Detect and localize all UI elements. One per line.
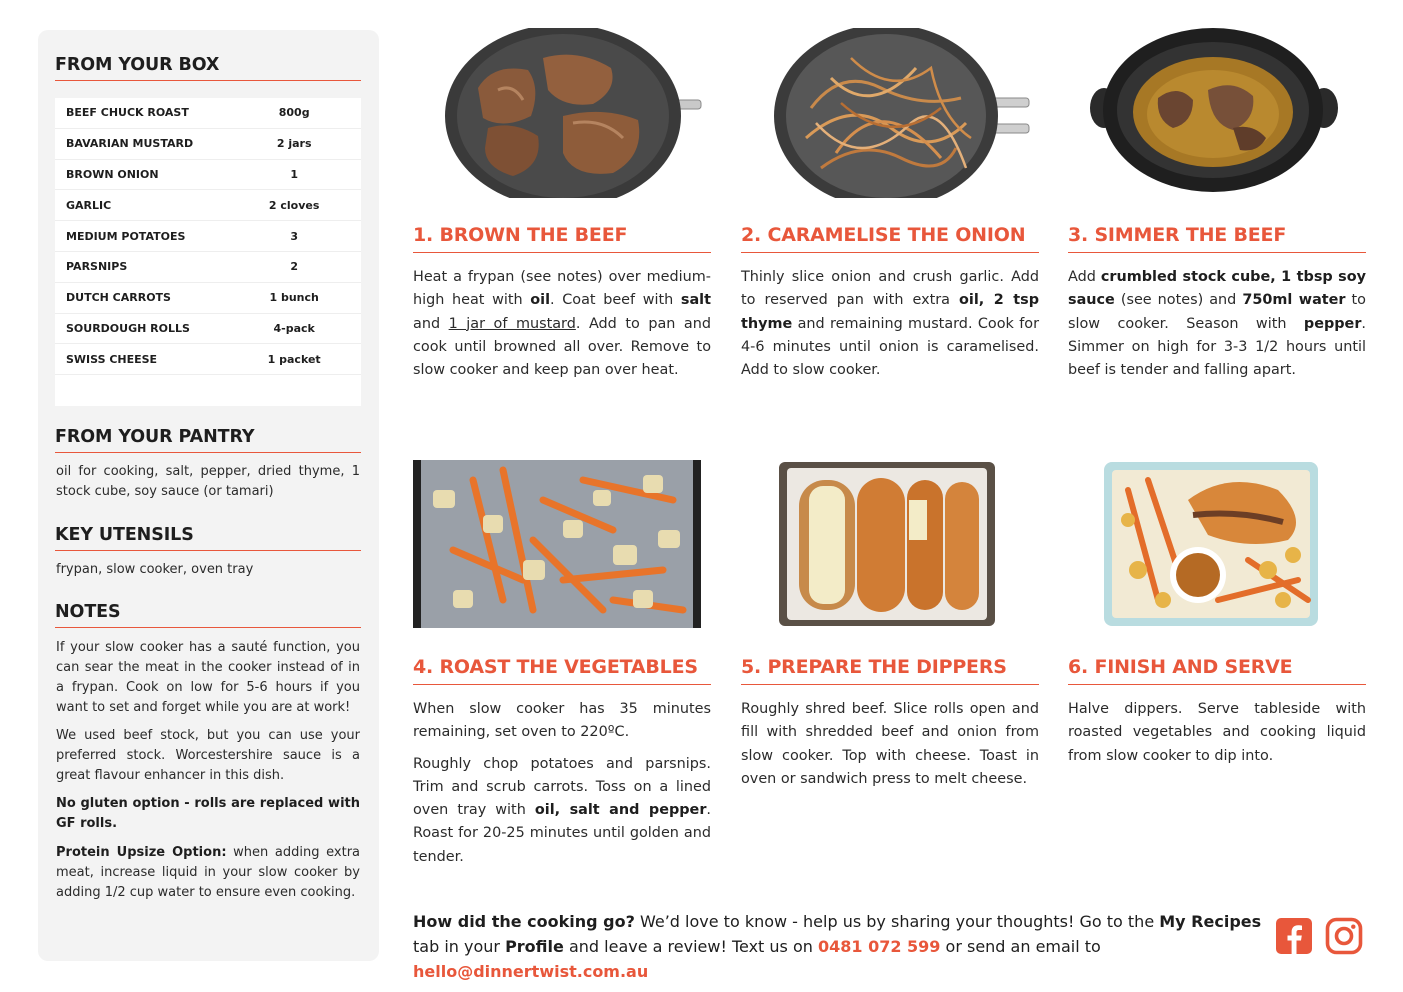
text-run: Thinly slice onion and crush garlic. Add to reserved pan with extra — [741, 269, 1039, 309]
ingredient-qty: 1 packet — [267, 352, 321, 366]
ingredient-qty: 4-pack — [273, 321, 315, 335]
ingredient-qty: 1 — [290, 167, 298, 181]
text-bold: oil, 2 tsp thyme — [741, 292, 1039, 332]
ingredient-qty: 800g — [278, 106, 310, 120]
ingredient-name: SWISS CHEESE — [66, 352, 158, 366]
ingredient-name: DUTCH CARROTS — [66, 291, 171, 305]
text-run: to slow cooker. Season with — [1068, 292, 1366, 332]
step-1 — [413, 28, 711, 388]
my-recipes-label: My Recipes — [1159, 912, 1262, 931]
ingredient-name: BEEF CHUCK ROAST — [66, 106, 189, 120]
profile-label: Profile — [505, 937, 564, 956]
step-3-title: 3. SIMMER THE BEEF — [1068, 224, 1366, 253]
text-run: We’d love to know - help us by sharing your thoughts! Go to the — [634, 912, 1160, 931]
step-1-title: 1. BROWN THE BEEF — [413, 224, 711, 253]
ingredient-table — [55, 98, 361, 406]
serve-image — [1068, 460, 1366, 630]
step-6 — [1068, 460, 1366, 860]
text-run: or send an email to — [940, 937, 1101, 956]
text-run: Roughly chop potatoes and parsnips. Trim and scrub carrots. Toss on a lined oven tray with — [413, 755, 711, 819]
pan-onion-image — [741, 28, 1039, 198]
text-run: and leave a review! Text us on — [563, 937, 818, 956]
key-utensils-title: KEY UTENSILS — [55, 525, 361, 551]
ingredient-name: BROWN ONION — [66, 167, 159, 181]
ingredient-name: PARSNIPS — [66, 260, 128, 274]
feedback-question: How did the cooking go? — [413, 912, 635, 931]
step-3 — [1068, 28, 1366, 388]
text-bold: oil — [530, 292, 551, 309]
facebook-icon[interactable] — [1275, 917, 1313, 955]
step-4-text — [413, 698, 711, 869]
from-your-pantry-title: FROM YOUR PANTRY — [55, 427, 361, 453]
text-bold: 750ml water — [1242, 292, 1346, 309]
text-run: . Add to pan and cook until browned all over. Remove to slow cooker and keep pan over heat. — [413, 315, 711, 379]
text-run: (see notes) and — [1114, 292, 1243, 309]
text-paragraph — [413, 753, 711, 869]
table-row — [55, 344, 361, 375]
roast-vegetables-image — [413, 460, 711, 630]
text-run: . Coat beef with — [550, 292, 681, 309]
step-6-text: Halve dippers. Serve tableside with roasted vegetables and cooking liquid from slow cooker to dip into. — [1068, 701, 1366, 764]
text-run: Heat a frypan (see notes) over medium-high heat with — [413, 269, 711, 309]
text-run: Add — [1068, 269, 1101, 285]
table-row — [55, 314, 361, 345]
ingredient-name: BAVARIAN MUSTARD — [66, 137, 194, 151]
text-paragraph: When slow cooker has 35 minutes remaining, set oven to 220ºC. — [413, 701, 711, 741]
pan-beef-image — [413, 28, 711, 198]
text-run: and remaining mustard. Cook for 4-6 minutes until onion is caramelised. Add to slow cooker. — [741, 315, 1039, 379]
from-your-box-title: FROM YOUR BOX — [55, 55, 361, 81]
step-2-text — [741, 266, 1039, 382]
note-sauté: If your slow cooker has a sauté function, you can sear the meat in the cooker instead of in a frypan. Cook on low for 5-6 hours if you want to set and forget while you are at work! — [56, 640, 360, 715]
ingredient-name: SOURDOUGH ROLLS — [66, 321, 190, 335]
notes-title: NOTES — [55, 602, 361, 628]
table-row — [55, 160, 361, 191]
ingredient-qty: 2 cloves — [268, 198, 320, 212]
ingredient-qty: 2 jars — [276, 137, 312, 151]
step-6-title: 6. FINISH AND SERVE — [1068, 656, 1366, 685]
step-2-title: 2. CARAMELISE THE ONION — [741, 224, 1039, 253]
phone-link[interactable]: 0481 072 599 — [817, 937, 941, 956]
note-protein-label: Protein Upsize Option: — [56, 845, 227, 860]
text-run: and — [413, 315, 449, 332]
text-run: tab in your — [413, 937, 506, 956]
text-run: . Roast for 20-25 minutes until golden and tender. — [413, 802, 711, 865]
text-bold: oil, salt and pepper — [534, 802, 707, 819]
ingredient-name: MEDIUM POTATOES — [66, 229, 186, 243]
dippers-image — [741, 460, 1039, 630]
text-bold: crumbled stock cube, 1 tbsp soy sauce — [1068, 269, 1366, 309]
text-bold: salt — [680, 292, 711, 309]
sidebar — [38, 30, 379, 961]
step-5 — [741, 460, 1039, 860]
note-gluten-text: No gluten option - rolls are replaced with GF rolls. — [56, 796, 360, 831]
pantry-text: oil for cooking, salt, pepper, dried thyme, 1 stock cube, soy sauce (or tamari) — [56, 464, 360, 499]
email-link[interactable]: hello@dinnertwist.com.au — [413, 962, 649, 981]
table-row — [55, 129, 361, 160]
step-1-text — [413, 266, 711, 382]
table-row — [55, 98, 361, 129]
step-3-text — [1068, 266, 1366, 382]
ingredient-qty: 3 — [290, 229, 298, 243]
table-row — [55, 190, 361, 221]
ingredient-qty: 1 bunch — [269, 291, 319, 305]
step-2 — [741, 28, 1039, 388]
text-run: . Simmer on high for 3-3 1/2 hours until beef is tender and falling apart. — [1068, 315, 1366, 379]
text-bold: pepper — [1303, 315, 1362, 332]
step-5-text: Roughly shred beef. Slice rolls open and fill with shredded beef and onion from slow cooker. Top with cheese. Toast in oven or sandwich press to melt cheese. — [741, 701, 1039, 787]
utensils-text: frypan, slow cooker, oven tray — [56, 562, 254, 577]
feedback-footer — [413, 909, 1263, 984]
step-5-title: 5. PREPARE THE DIPPERS — [741, 656, 1039, 685]
slow-cooker-image — [1068, 28, 1366, 198]
note-stock: We used beef stock, but you can use your preferred stock. Worcestershire sauce is a great flavour enhancer in this dish. — [56, 728, 360, 783]
note-protein — [56, 843, 360, 903]
text-underline: 1 jar of mustard — [448, 315, 576, 332]
note-gluten — [56, 794, 360, 834]
table-row — [55, 221, 361, 252]
ingredient-qty: 2 — [290, 260, 298, 274]
table-row — [55, 283, 361, 314]
step-4 — [413, 460, 711, 865]
ingredient-name: GARLIC — [66, 198, 112, 212]
step-4-title: 4. ROAST THE VEGETABLES — [413, 656, 711, 685]
note-protein-text: when adding extra meat, increase liquid in your slow cooker by adding 1/2 cup water to ensure even cooking. — [56, 845, 361, 900]
instagram-icon[interactable] — [1325, 917, 1363, 955]
table-row — [55, 252, 361, 283]
